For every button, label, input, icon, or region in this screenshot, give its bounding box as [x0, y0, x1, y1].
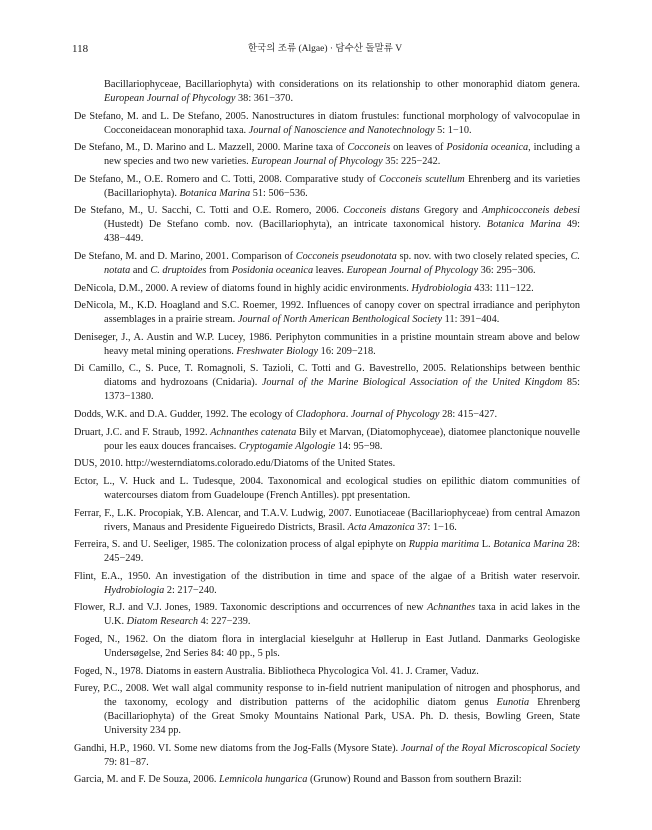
reference-text: 37: 1−16.	[414, 521, 457, 533]
reference-text: 14: 95−98.	[335, 440, 383, 452]
reference-text: 11: 391−404.	[442, 314, 500, 326]
reference-text: Bily et Marvan, (Diatomophyceae), diatomee planctonique nouvelle pour les eaux douces francaises.	[104, 426, 581, 452]
reference-italic-text: European Journal of Phycology	[104, 92, 236, 104]
reference-entry	[74, 570, 580, 598]
reference-italic-text: Journal of Nanoscience and Nanotechnology	[248, 124, 435, 136]
reference-text: De Stefano, M., U. Sacchi, C. Totti and O.E. Romero, 2006.	[74, 205, 344, 217]
reference-text: De Stefano, M. and D. Marino, 2001. Comparison of	[74, 250, 296, 262]
reference-text: Foged, N., 1962. On the diatom flora in interglacial kieselguhr at Høllerup in East Jutland. Danmarks Geologiske Undersøgelse, 2nd Series 84: 40 pp., 5 pls.	[74, 634, 580, 659]
reference-entry	[74, 475, 580, 503]
reference-text: DUS, 2010. http://westerndiatoms.colorado.edu/Diatoms of the United States.	[74, 458, 396, 470]
reference-entry	[74, 299, 580, 327]
reference-italic-text: Freshwater Biology	[236, 345, 319, 357]
reference-text: 5: 1−10.	[434, 124, 472, 136]
reference-entry	[74, 204, 580, 246]
reference-text: Ferrar, F., L.K. Procopiak, Y.B. Alencar, and T.A.V. Ludwig, 2007. Eunotiaceae (Bacillariophyceae) from central Amazon rivers, Manaus and Presidente Figueiredo Districts, Brasil.	[74, 507, 580, 533]
reference-entry	[74, 331, 580, 359]
reference-italic-text: Journal of Phycology	[350, 409, 440, 420]
reference-entry	[74, 682, 580, 738]
reference-entry	[74, 408, 580, 422]
reference-italic-text: Cocconeis pseudonotata	[295, 250, 397, 262]
reference-text: Gandhi, H.P., 1960. VI. Some new diatoms from the Jog-Falls (Mysore State).	[74, 742, 401, 754]
reference-italic-text: Hydrobiologia	[104, 584, 165, 596]
reference-text: Ector, L., V. Huck and L. Tudesque, 2004. Taxonomical and ecological studies on epilithic diatom communities of watercourses diatom from Guadeloupe (French Antilles). ppt presentation.	[74, 476, 580, 501]
reference-text: (Hustedt) De Stefano comb. nov. (Bacillariophyta), an intricate taxonomical history.	[104, 219, 487, 231]
reference-text: 28: 415−427.	[439, 409, 498, 420]
reference-text: 79: 81−87.	[104, 756, 149, 768]
reference-italic-text: Achnanthes	[427, 602, 476, 614]
reference-text: 49: 438−449.	[104, 219, 581, 245]
reference-text: 16: 209−218.	[318, 345, 376, 357]
reference-text: Ehrenberg and its varieties (Bacillariophyta).	[104, 173, 580, 199]
reference-entry	[74, 633, 580, 661]
reference-italic-text: Botanica Marina	[493, 539, 565, 551]
reference-italic-text: Diatom Research	[126, 616, 199, 628]
reference-italic-text: Cryptogamie Algologie	[238, 440, 336, 452]
reference-italic-text: Ruppia maritima	[408, 539, 480, 551]
reference-text: and	[130, 264, 151, 276]
reference-text: 38: 361−370.	[235, 92, 294, 104]
reference-italic-text: Hydrobiologia	[411, 282, 472, 294]
reference-entry	[74, 742, 580, 770]
reference-italic-text: Acta Amazonica	[347, 521, 415, 533]
reference-text: Gregory and	[419, 205, 482, 217]
reference-entry	[74, 110, 580, 138]
reference-entry	[74, 457, 580, 471]
reference-text: (Grunow) Round and Basson from southern Brazil:	[307, 774, 522, 786]
reference-italic-text: Botanica Marina	[179, 187, 251, 199]
reference-text: on leaves of	[390, 142, 447, 154]
reference-text: from	[206, 264, 232, 276]
reference-text: Deniseger, J., A. Austin and W.P. Lucey, 1986. Periphyton communities in a pristine mountain stream above and below heavy metal mining operations.	[74, 331, 580, 357]
reference-text: Ferreira, S. and U. Seeliger, 1985. The colonization process of algal epiphyte on	[74, 539, 409, 551]
reference-italic-text: Cocconeis	[347, 142, 391, 154]
page-header	[72, 42, 578, 56]
reference-text: Ehrenberg (Bacillariophyta) of the Great Smoky Mountains National Park, USA. Ph. D. thesis, Bowling Green, State University 234 pp.	[104, 697, 580, 737]
reference-text: Flint, E.A., 1950. An investigation of the distribution in time and space of the algae of a British water reservoir.	[74, 570, 580, 582]
reference-text: leaves.	[313, 264, 347, 276]
reference-text: 2: 217−240.	[164, 584, 217, 596]
reference-text: De Stefano, M. and L. De Stefano, 2005. Nanostructures in diatom frustules: functional morphology of valvocopulae in Cocconeidacean monoraphid taxa.	[74, 110, 580, 136]
reference-text: Garcia, M. and F. De Souza, 2006.	[74, 774, 220, 786]
reference-italic-text: Eunotia	[496, 697, 530, 709]
reference-text: sp. nov. with two closely related species,	[396, 250, 571, 262]
reference-italic-text: Botanica Marina	[486, 219, 561, 231]
reference-text: 36: 295−306.	[478, 264, 536, 276]
reference-entry	[74, 426, 580, 454]
reference-text: De Stefano, M., D. Marino and L. Mazzell, 2000. Marine taxa of	[74, 142, 348, 154]
reference-italic-text: European Journal of Phycology	[346, 264, 479, 276]
reference-entry	[74, 665, 580, 679]
reference-text: , including a new species and two new varieties.	[104, 142, 580, 168]
reference-italic-text: Achnanthes catenata	[210, 426, 297, 438]
reference-italic-text: C. druptoides	[150, 264, 207, 276]
reference-italic-text: Journal of the Royal Microscopical Society	[400, 742, 580, 754]
reference-italic-text: Posidonia oceanica	[446, 142, 529, 154]
reference-entry	[74, 282, 580, 296]
reference-italic-text: Cocconeis distans	[343, 205, 420, 217]
reference-text: taxa in acid lakes in the U.K.	[104, 602, 580, 628]
reference-text: Flower, R.J. and V.J. Jones, 1989. Taxonomic descriptions and occurrences of new	[74, 602, 428, 614]
reference-text: L.	[479, 539, 494, 551]
reference-text: Druart, J.C. and F. Straub, 1992.	[74, 426, 211, 438]
reference-text: 51: 506−536.	[250, 187, 308, 199]
reference-entry	[74, 250, 580, 278]
reference-text: Bacillariophyceae, Bacillariophyta) with considerations on its relationship to other monoraphid diatom genera.	[104, 79, 580, 90]
reference-entry	[74, 362, 580, 404]
reference-text: Foged, N., 1978. Diatoms in eastern Australia. Bibliotheca Phycologica Vol. 41. J. Cramer, Vaduz.	[74, 665, 479, 677]
reference-italic-text: Amphicocconeis debesi	[481, 205, 581, 217]
reference-entry	[74, 507, 580, 535]
reference-text: .	[345, 409, 351, 420]
page-number: 118	[72, 43, 89, 55]
reference-text: Furey, P.C., 2008. Wet wall algal community response to in-field nutrient manipulation of nitrogen and phosphorus, and the taxonomy, ecology and distribution patterns of the acidophilic diatom genus	[74, 683, 580, 709]
reference-italic-text: Lemnicola hungarica	[219, 774, 308, 786]
reference-text: 85: 1373−1380.	[104, 377, 580, 403]
reference-italic-text: Cladophora	[295, 409, 346, 420]
reference-text: DeNicola, M., K.D. Hoagland and S.C. Roemer, 1992. Influences of canopy cover on spectral irradiance and periphyton assemblages in a prairie stream.	[74, 300, 580, 326]
reference-italic-text: Posidonia oceanica	[231, 264, 314, 276]
reference-text: 35: 225−242.	[382, 156, 441, 168]
reference-italic-text: Cocconeis scutellum	[379, 173, 465, 185]
reference-text: De Stefano, M., O.E. Romero and C. Totti, 2008. Comparative study of	[74, 173, 380, 185]
reference-entry	[74, 78, 580, 106]
reference-italic-text: Journal of North American Benthological Society	[237, 314, 443, 326]
reference-text: 4: 227−239.	[198, 616, 251, 628]
reference-list	[74, 78, 580, 791]
reference-entry	[74, 538, 580, 566]
reference-text: DeNicola, D.M., 2000. A review of diatoms found in highly acidic environments.	[74, 282, 412, 294]
reference-entry	[74, 601, 580, 629]
reference-entry	[74, 141, 580, 169]
reference-text: 433: 111−122.	[471, 282, 534, 294]
reference-italic-text: Journal of the Marine Biological Association of the United Kingdom	[261, 377, 563, 389]
reference-italic-text: European Journal of Phycology	[251, 156, 383, 168]
running-head: 한국의 조류 (Algae) · 담수산 돌말류 V	[247, 44, 403, 54]
reference-entry	[74, 173, 580, 201]
reference-text: Di Camillo, C., S. Puce, T. Romagnoli, S. Tazioli, C. Totti and G. Bavestrello, 2005. Relationships between benthic diatoms and hydrozoans (Cnidaria).	[74, 363, 580, 389]
reference-italic-text: C. notata	[104, 250, 581, 276]
reference-text: Dodds, W.K. and D.A. Gudder, 1992. The ecology of	[74, 409, 296, 420]
reference-text: 28: 245−249.	[104, 539, 581, 565]
reference-entry	[74, 773, 580, 787]
